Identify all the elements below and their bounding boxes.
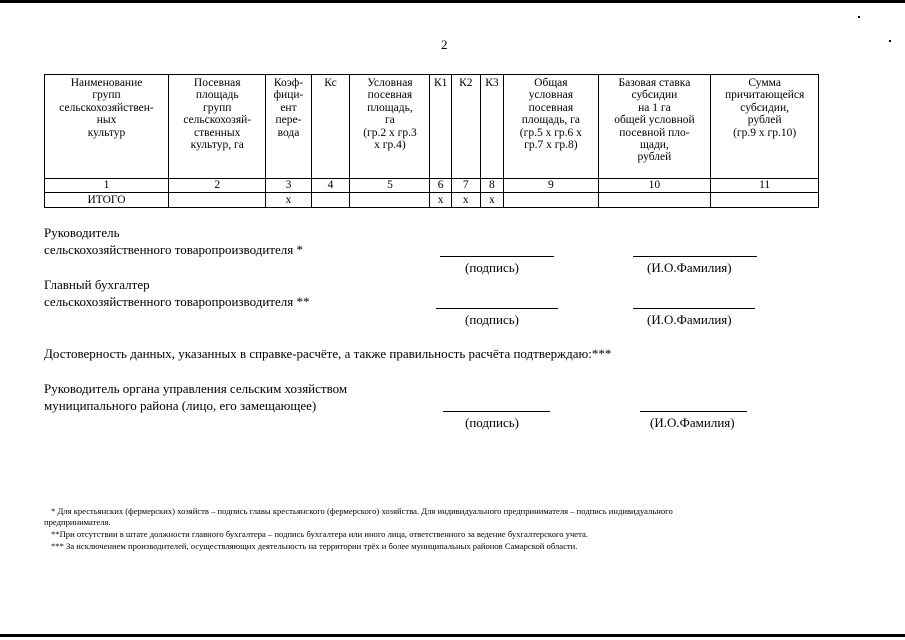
sig1-sign-caption: (подпись) (465, 260, 519, 275)
sig1-name-line (633, 256, 757, 257)
scan-edge-top (0, 0, 905, 3)
sig2-name-caption: (И.О.Фамилия) (647, 312, 732, 327)
scan-speck (858, 16, 860, 18)
subsidy-table (44, 74, 819, 208)
column-number: 4 (311, 179, 350, 193)
header-crop-group: Наименование групп сельскохозяйствен- ных культур (45, 75, 169, 179)
column-number: 6 (430, 179, 452, 193)
sig1-name-caption: (И.О.Фамилия) (647, 260, 732, 275)
header-k3: К3 (480, 75, 504, 179)
column-number: 5 (350, 179, 430, 193)
column-number: 2 (169, 179, 266, 193)
total-cell (169, 193, 266, 208)
confirmation-statement: Достоверность данных, указанных в справке-расчёте, а также правильность расчёта подтверждаю:*** (44, 346, 612, 361)
header-k2: К2 (451, 75, 480, 179)
total-cell: х (430, 193, 452, 208)
total-cell: х (266, 193, 311, 208)
total-cell (350, 193, 430, 208)
sig3-role-line2: муниципального района (лицо, его замещающее) (44, 398, 317, 413)
total-cell (311, 193, 350, 208)
sig2-role-line2: сельскохозяйственного товаропроизводителя ** (44, 294, 310, 309)
header-sown-area: Посевная площадь групп сельскохозяй- ственных культур, га (169, 75, 266, 179)
sig2-role-line1: Главный бухгалтер (44, 277, 150, 292)
sig3-signature-line (443, 411, 550, 412)
column-number: 8 (480, 179, 504, 193)
sig1-role-line1: Руководитель (44, 225, 120, 240)
total-row (45, 193, 819, 208)
total-cell: х (480, 193, 504, 208)
header-conversion-coef: Коэф- фици- ент пере- вода (266, 75, 311, 179)
total-cell (504, 193, 598, 208)
sig2-sign-caption: (подпись) (465, 312, 519, 327)
scan-speck (889, 40, 891, 42)
column-number: 3 (266, 179, 311, 193)
sig3-sign-caption: (подпись) (465, 415, 519, 430)
sig2-name-line (633, 308, 755, 309)
header-subsidy-sum: Сумма причитающейся субсидии, рублей (гр.9 х гр.10) (711, 75, 819, 179)
column-number-row (45, 179, 819, 193)
header-k1: К1 (430, 75, 452, 179)
sig3-name-caption: (И.О.Фамилия) (650, 415, 735, 430)
footnote-1-continued: предпринимателя. (44, 517, 111, 527)
sig1-role-line2: сельскохозяйственного товаропроизводителя * (44, 242, 303, 257)
sig3-role-line1: Руководитель органа управления сельским хозяйством (44, 381, 348, 396)
header-total-area: Общая условная посевная площадь, га (гр.5 х гр.6 х гр.7 х гр.8) (504, 75, 598, 179)
header-base-rate: Базовая ставка субсидии на 1 га общей условной посевной пло- щади, рублей (598, 75, 711, 179)
scan-edge-bottom (0, 634, 905, 637)
column-number: 10 (598, 179, 711, 193)
total-cell: х (451, 193, 480, 208)
footnote-3: *** За исключением производителей, осуществляющих деятельность на территории трёх и более муниципальных районов Самарской области. (51, 541, 578, 551)
page-number: 2 (441, 37, 448, 52)
header-conditional-area: Условная посевная площадь, га (гр.2 х гр.3 х гр.4) (350, 75, 430, 179)
sig3-name-line (640, 411, 747, 412)
table-header-row (45, 75, 819, 179)
column-number: 1 (45, 179, 169, 193)
total-cell (598, 193, 711, 208)
total-label: ИТОГО (45, 193, 169, 208)
column-number: 7 (451, 179, 480, 193)
column-number: 11 (711, 179, 819, 193)
sig2-signature-line (436, 308, 558, 309)
sig1-signature-line (440, 256, 554, 257)
total-cell (711, 193, 819, 208)
column-number: 9 (504, 179, 598, 193)
header-kc: Кс (311, 75, 350, 179)
footnote-2: **При отсутствии в штате должности главного бухгалтера – подпись бухгалтера или иного лица, ответственного за ведение бухгалтерского учета. (51, 529, 588, 539)
footnote-1: * Для крестьянских (фермерских) хозяйств – подпись главы крестьянского (фермерского) хозяйства. Для индивидуального предпринимателя – подпись индивидуального (51, 506, 673, 516)
